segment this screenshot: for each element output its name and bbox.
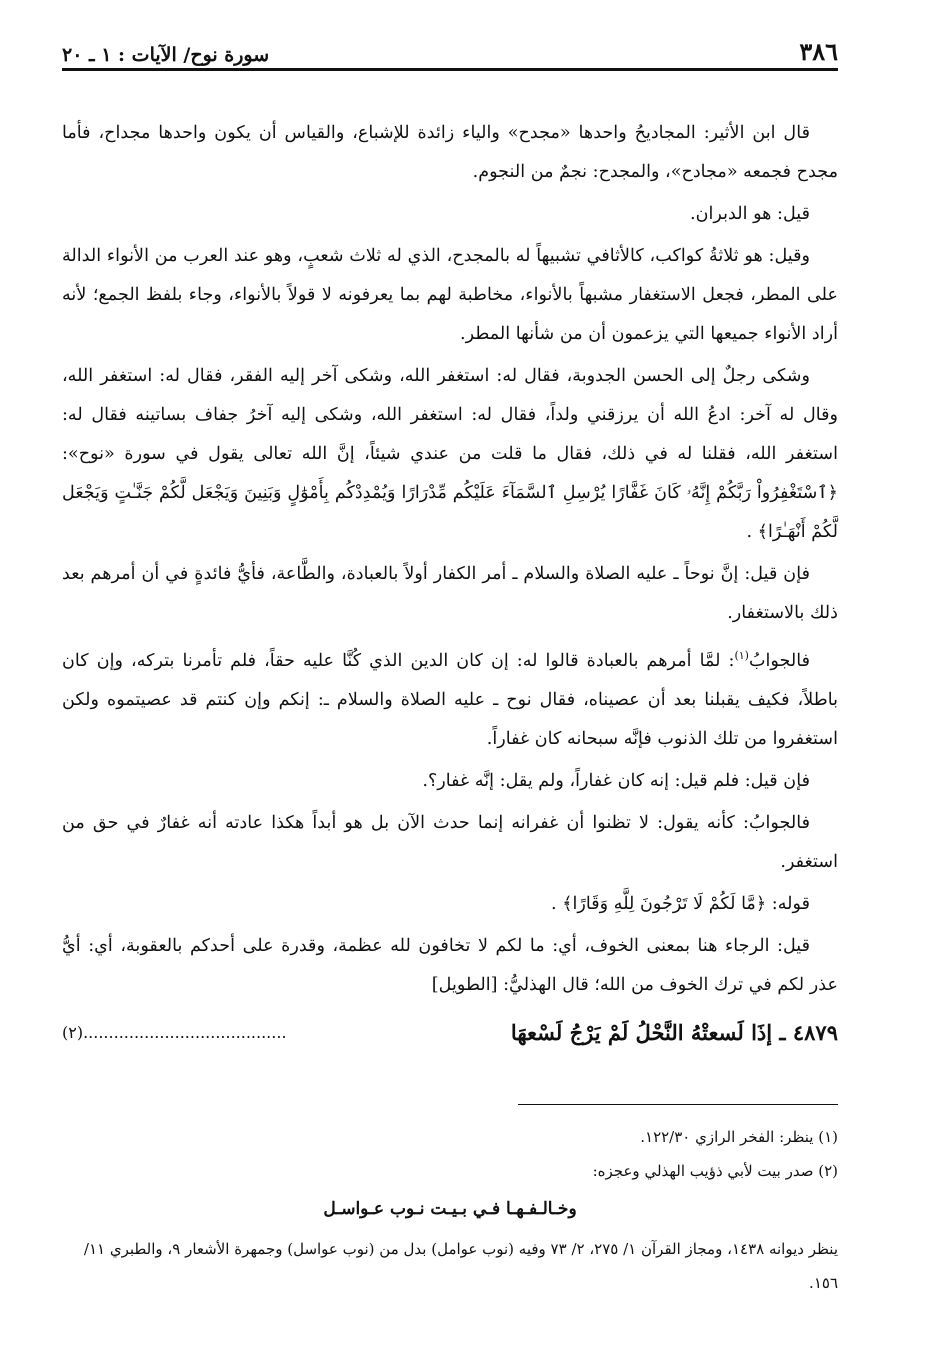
footnotes — [62, 1120, 838, 1300]
paragraph: قيل: هو الدبران. — [689, 204, 810, 224]
footnote-separator — [518, 1104, 838, 1105]
running-title: سورة نوح/ الآيات : ١ ـ ٢٠ — [62, 44, 270, 66]
footnote-2-references: ينظر ديوانه ١٤٣٨، ومجاز القرآن ١/ ٢٧٥، ٢/ ٧٣ وفيه (نوب عوامل) بدل من (نوب عواسل) وجمهرة الأشعار ٩، والطبري ١١/ ١٥٦. — [83, 1240, 838, 1292]
paragraph: فإن قيل: فلم قيل: إنه كان غفاراً، ولم يقل: إنَّه غفار؟. — [422, 770, 810, 791]
footnote-2: (٢) صدر بيت لأبي ذؤيب الهذلي وعجزه: — [592, 1162, 838, 1180]
paragraph: قال ابن الأثير: المجاديحُ واحدها «مجدح» والياء زائدة للإشباع، والقياس أن يكون واحدها مجداح، فأما مجدح فجمعه «مجادح»، والمجدح: نجمٌ من النجوم. — [62, 123, 838, 182]
main-text — [62, 114, 838, 1052]
paragraph-text: فالجوابُ — [748, 650, 810, 671]
page-number: ٣٨٦ — [799, 37, 838, 66]
footnote-verse: وخـالـفـهـا فـي بـيـت نـوب عـواسـل — [323, 1199, 577, 1219]
paragraph-text: قوله: — [771, 893, 810, 914]
paragraph: فإن قيل: إنَّ نوحاً ـ عليه الصلاة والسلام ـ أمر الكفار أولاً بالعبادة، والطَّاعة، فأيُّ فائدةٍ في أن أمرهم بعد ذلك بالاستغفار. — [62, 564, 838, 623]
paragraph: فالجوابُ: كأنه يقول: لا تظنوا أن غفرانه إنما حدث الآن بل هو أبداً هكذا عادته أنه غفارٌ في حق من استغفر. — [62, 812, 838, 872]
poetry-verse — [62, 1013, 838, 1052]
paragraph-text: : لمَّا أمرهم بالعبادة قالوا له: إن كان الدين الذي كُنَّا عليه حقاً، فلم تأمرنا بتركه، وإن كان باطلاً، فكيف يقبلنا بعد أن عصيناه، فقال نوح ـ عليه الصلاة والسلام ـ: إنكم وإن كنتم قد عصيتموه ولكن استغفروا من تلك الذنوب فإنَّه سبحانه كان غفاراً. — [62, 650, 838, 749]
paragraph: قيل: الرجاء هنا بمعنى الخوف، أي: ما لكم لا تخافون لله عظمة، وقدرة على أحدكم بالعقوبة، أي: أيُّ عذر لكم في ترك الخوف من الله؛ قال الهذليُّ: [الطويل] — [62, 935, 838, 995]
punctuation: . — [551, 893, 557, 914]
paragraph — [62, 357, 838, 552]
verse-text: ٤٨٧٩ ـ إذَا لَسعتْهُ النَّحْلُ لَمْ يَرْجُ لَسْعهَا — [510, 1019, 838, 1045]
paragraph — [62, 636, 838, 759]
verse-ellipsis: (٢)........................................ — [62, 1022, 287, 1042]
punctuation: . — [746, 522, 753, 542]
footnote-1: (١) ينظر: الفخر الرازي ١٢٢/٣٠. — [640, 1128, 838, 1146]
quran-quote: ﴿مَّا لَكُمْ لَا تَرْجُونَ لِلَّهِ وَقَارًا﴾ — [562, 893, 767, 914]
quran-quote: ﴿ٱسْتَغْفِرُواْ رَبَّكُمْ إِنَّهُۥ كَانَ غَفَّارًا يُرْسِلِ ٱلسَّمَآءَ عَلَيْكُم مِّدْرَارًا وَيُمْدِدْكُم بِأَمْوَٰلٍ وَبَنِينَ وَيَجْعَل لَّكُمْ جَنَّـٰتٍ وَيَجْعَل لَّكُمْ أَنْهَـٰرًا﴾ — [62, 483, 838, 542]
paragraph — [62, 885, 838, 924]
paragraph-text: وشكى رجلٌ إلى الحسن الجدوبة، فقال له: استغفر الله، وشكى آخر إليه الفقر، فقال له: استغفر الله، وقال له آخر: ادعُ الله أن يرزقني ولداً، فقال له: استغفر الله، وشكى إليه آخرُ جفاف بساتينه فقال له: استغفر الله، فقلنا له في ذلك، فقال ما قلت من عندي شيئاً، إنَّ الله تعالى يقول في سورة «نوح»: — [62, 366, 838, 464]
footnote-reference: (١) — [734, 649, 749, 662]
paragraph: وقيل: هو ثلاثةُ كواكب، كالأثافي تشبيهاً له بالمجدح، الذي له ثلاث شعبٍ، وهو عند العرب من الأنواء الدالة على المطر، فجعل الاستغفار مشبهاً بالأنواء، مخاطبة لهم بما يعرفونه لا قولاً بالأنواء، وجاء بلفظ الجمع؛ لأنه أراد الأنواء جميعها التي يزعمون أن من شأنها المطر. — [62, 246, 838, 344]
book-page — [62, 26, 838, 1346]
page-header — [62, 26, 838, 71]
